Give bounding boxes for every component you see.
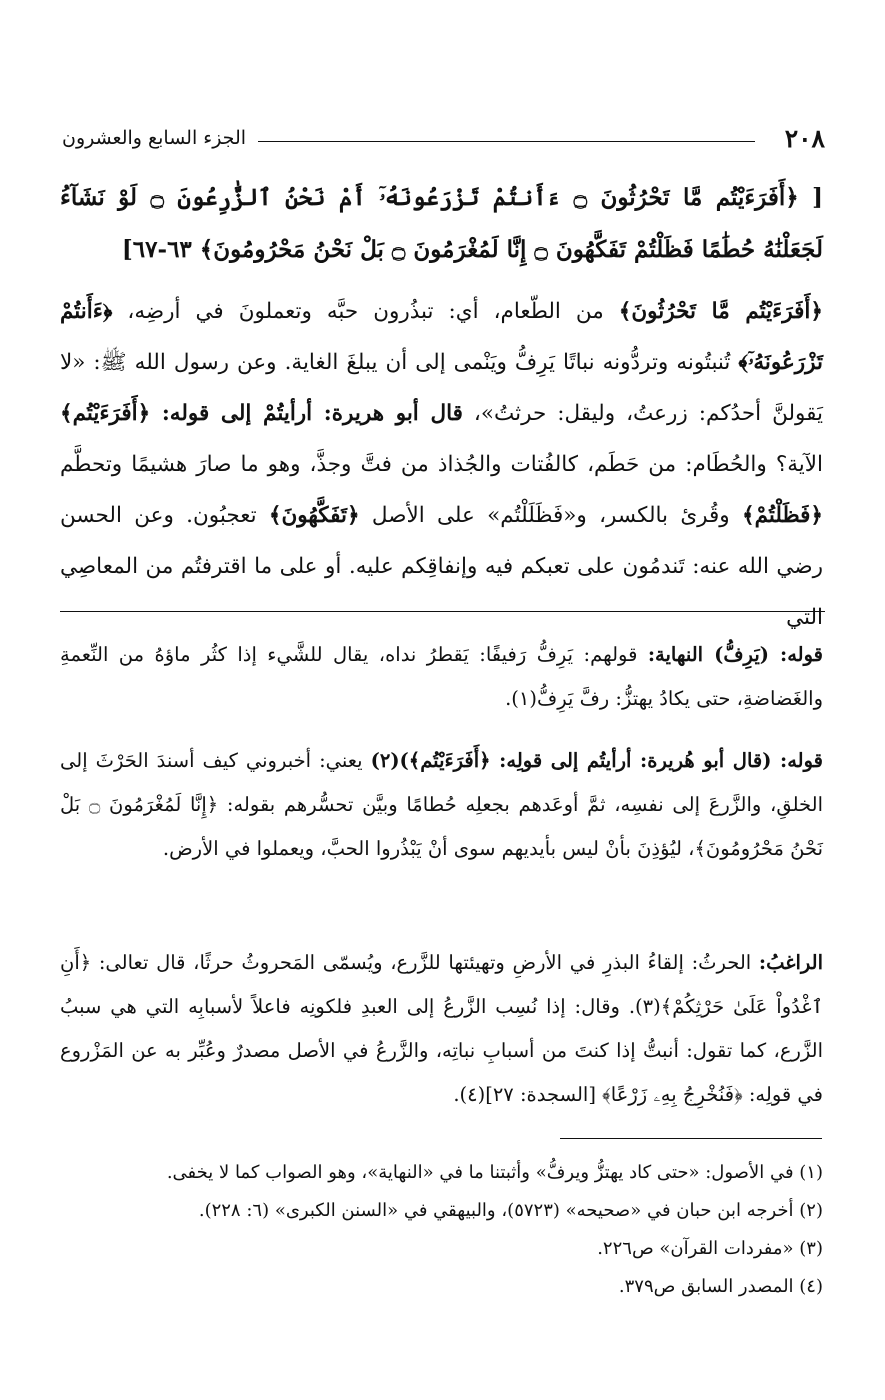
commentary-text: الآية؟ والحُطَام: من حَطَم، كالفُتات والجُذاذ من فتَّ وجذَّ، وهو ما صارَ هشيمًا وتحطَّم bbox=[60, 452, 823, 477]
gloss-note bbox=[60, 633, 823, 721]
commentary-text: وقُرئ بالكسر، و«فَظَلَلْتُم» على الأصل bbox=[359, 503, 742, 528]
commentary-quote: ﴿تَفَكَّهُونَ﴾ bbox=[268, 503, 360, 528]
commentary-text: تُنبتُونه وتردُّونه نباتًا يَرِفُّ ويَنْمى إلى أن يبلغَ الغاية. وعن رسول الله ﷺ: «لا يَقولنَّ أحدُكم: زرعتُ، وليقل: حرثتُ»، bbox=[60, 350, 824, 426]
commentary-quote: ﴿أَفَرَءَيْتُم مَّا تَحْرُثُونَ﴾ bbox=[618, 299, 823, 324]
commentary-quote: ﴿ءَأَنتُمْ تَزْرَعُونَهُۥٓ﴾ bbox=[60, 299, 823, 375]
footnote: (١) في الأصول: «حتى كاد يهتزُّ ويرفُّ» وأثبتنا ما في «النهاية»، وهو الصواب كما لا يخفى. bbox=[166, 1162, 823, 1183]
footnotes bbox=[60, 1154, 823, 1306]
page-header bbox=[62, 118, 825, 158]
header-rule bbox=[258, 141, 755, 142]
commentary bbox=[60, 286, 823, 643]
commentary-quote: قال أبو هريرة: أرأيتُمْ إلى قوله: ﴿أَفَرَءَيْتُم﴾ bbox=[60, 401, 463, 426]
part-title: الجزء السابع والعشرون bbox=[62, 127, 247, 149]
gloss-text: قولهم: يَرِفُّ رَفيفًا: يَقطرُ نداه، يقال للشَّيء إذا كثُر ماؤهُ من النِّعمةِ والغَضاضةِ، حتى يكادُ يهتزُّ: رفَّ يَرِفُّ(١). bbox=[60, 643, 823, 710]
gloss-text: يعني: أخبروني كيف أسندَ الحَرْثَ إلى الخلقِ، والزَّرعَ إلى نفسِه، ثمَّ أوعَدهم بجعلِه حُطامًا وبيَّن تحسُّرهم بقوله: ﴿إِنَّا لَمُغْرَمُونَ ۝ بَلْ نَحْنُ مَحْرُومُونَ﴾، ليُؤذِنَ بأنْ ليس بأيديهم سوى أنْ يَبْذُروا الحبَّ، ويعملوا في الأرض. bbox=[60, 749, 823, 860]
gloss-lead: الراغبُ: bbox=[758, 951, 823, 974]
gloss-note bbox=[60, 941, 823, 1117]
gloss-text: الحرثُ: إلقاءُ البذرِ في الأرضِ وتهيئتها للزَّرع، ويُسمّى المَحروثُ حرثًا، قال تعالى: ﴿أَنِ ٱغْدُواْ عَلَىٰ حَرْثِكُمْ﴾(٣). وقال: إذا نُسِب الزَّرعُ إلى العبدِ فلكونِه فاعلاً لأسبابِه التي هي سببُ الزَّرع، كما تقول: أنبتُّ إذا كنتَ من أسبابِ نباتِه، والزَّرعُ في الأصل مصدرٌ وعُبِّر به عن المَزْروع في قولِه: ﴿فَنُخْرِجُ بِهِۦ زَرْعًا﴾ [السجدة: ٢٧](٤). bbox=[60, 951, 823, 1106]
page-number: ٢٠٨ bbox=[784, 123, 825, 153]
gloss-lead: قوله: (قال أبو هُريرة: أرأيتُم إلى قولِه: ﴿أَفَرَءَيْتُم﴾)(٢) bbox=[370, 749, 823, 772]
footnote-divider bbox=[560, 1138, 822, 1139]
quran-verses: [ ﴿أَفَرَءَيْتُم مَّا تَحْرُثُونَ ۝ ءَأَنتُمْ تَزْرَعُونَهُۥٓ أَمْ نَحْنُ ٱلزَّٰرِعُونَ ۝ لَوْ نَشَآءُ لَجَعَلْنَٰهُ حُطَٰمًا فَظَلْتُمْ تَفَكَّهُونَ ۝ إِنَّا لَمُغْرَمُونَ ۝ بَلْ نَحْنُ مَحْرُومُونَ﴾ ٦٣-٦٧] bbox=[60, 184, 824, 263]
gloss-lead: قوله: (يَرِفُّ) النهاية: bbox=[647, 643, 823, 666]
footnote: (٣) «مفردات القرآن» ص٢٢٦. bbox=[597, 1238, 823, 1259]
section-divider bbox=[60, 611, 825, 612]
footnote: (٤) المصدر السابق ص٣٧٩. bbox=[618, 1276, 823, 1297]
commentary-quote: ﴿فَظَلْتُمْ﴾ bbox=[741, 503, 824, 528]
commentary-text: تعجبُون. وعن الحسن رضي الله عنه: تَندمُون على تعبكم فيه وإنفاقِكم عليه. أو على ما اقترفتُم من المعاصِي التي bbox=[60, 503, 823, 630]
gloss-note bbox=[60, 739, 823, 871]
footnote: (٢) أخرجه ابن حبان في «صحيحه» (٥٧٢٣)، والبيهقي في «السنن الكبرى» (٦: ٢٢٨). bbox=[198, 1200, 823, 1221]
commentary-text: من الطّعام، أي: تبذُرون حبَّه وتعملونَ في أرضِه، bbox=[112, 299, 619, 324]
